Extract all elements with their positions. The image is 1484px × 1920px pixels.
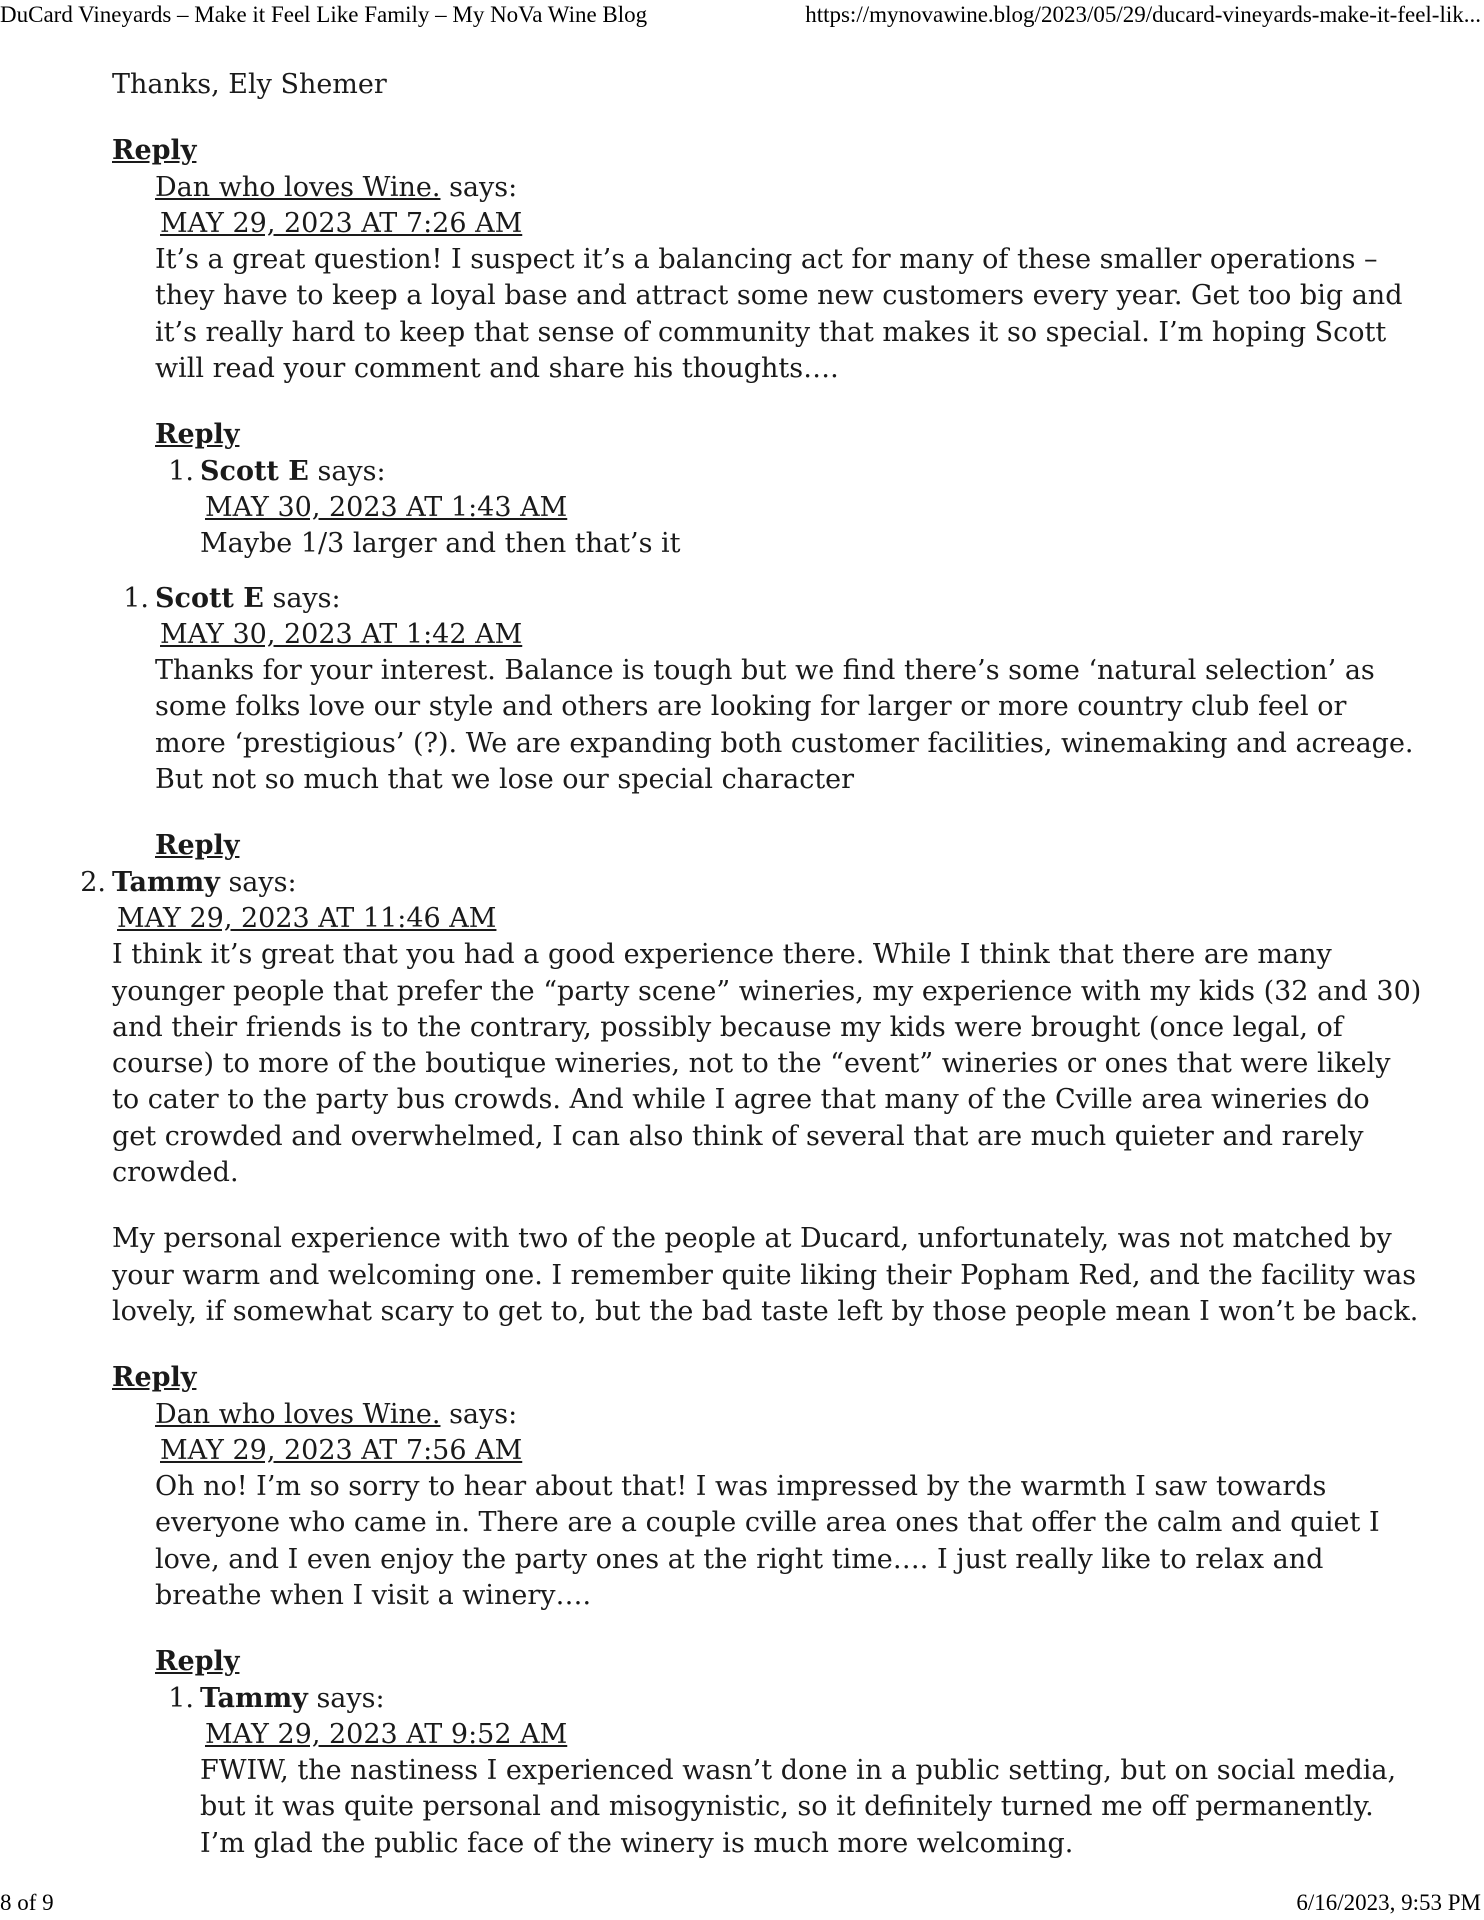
- comment-body: Thanks for your interest. Balance is tough but we find there’s some ‘natural selection’ as some folks love our style and others are looking for larger or more country club feel or more ‘prestigious’ (?). We are expanding both customer facilities, winemaking and acreage. But not so much that we lose our special character: [155, 655, 1414, 796]
- says-label: says:: [316, 1682, 385, 1714]
- reply-link[interactable]: Reply: [155, 1646, 240, 1678]
- reply-link[interactable]: Reply: [112, 1362, 197, 1394]
- comment-tammy-2: [168, 1681, 1422, 1862]
- comment-body: Oh no! I’m so sorry to hear about that! I was impressed by the warmth I saw towards everyone who came in. There are a couple cville area ones that offer the calm and quiet I love, and I even enjoy the party ones at the right time…. I just really like to relax and breathe when I visit a winery….: [155, 1471, 1380, 1611]
- comment-author-link[interactable]: Dan who loves Wine.: [155, 1398, 441, 1430]
- list-number: 1.: [123, 582, 149, 614]
- list-number: 2.: [80, 866, 106, 898]
- comment-body: FWIW, the nastiness I experienced wasn’t done in a public setting, but on social media, but it was quite personal and misogynistic, so it definitely turned me off permanently. I’m glad the public face of the winery is much more welcoming.: [200, 1755, 1397, 1859]
- says-label: says:: [272, 582, 341, 614]
- comment-body: It’s a great question! I suspect it’s a balancing act for many of these smaller operations – they have to keep a loyal base and attract some new customers every year. Get too big and it’s really hard to keep that sense of community that makes it so special. I’m hoping Scott will read your comment and share his thoughts….: [155, 244, 1403, 385]
- comment-dan-1: [155, 170, 1422, 563]
- comment-author: Tammy: [112, 866, 220, 898]
- comment-date-link[interactable]: MAY 30, 2023 AT 1:42 AM: [160, 618, 523, 650]
- reply-link[interactable]: Reply: [155, 830, 240, 862]
- comment-scott-1: [168, 454, 1422, 563]
- comment-body: Maybe 1/3 larger and then that’s it: [200, 528, 681, 560]
- says-label: says:: [228, 866, 297, 898]
- comment-body: My personal experience with two of the people at Ducard, unfortunately, was not matched by your warm and welcoming one. I remember quite liking their Popham Red, and the facility was lovely, if somewhat scary to get to, but the bad taste left by those people mean I won’t be back.: [112, 1223, 1419, 1327]
- comment-date-link[interactable]: MAY 29, 2023 AT 11:46 AM: [117, 902, 497, 934]
- page-url-header: https://mynovawine.blog/2023/05/29/ducard-vineyards-make-it-feel-lik...: [805, 2, 1481, 27]
- page-number-footer: 8 of 9: [0, 1890, 54, 1915]
- says-label: says:: [449, 1398, 518, 1430]
- comment-body: I think it’s great that you had a good experience there. While I think that there are many younger people that prefer the “party scene” wineries, my experience with my kids (32 and 30) and their friends is to the contrary, possibly because my kids were brought (once legal, of course) to more of the boutique wineries, not to the “event” wineries or ones that were likely to cater to the party bus crowds. And while I agree that many of the Cville area wineries do get crowded and overwhelmed, I can also think of several that are much quieter and rarely crowded.: [112, 939, 1422, 1189]
- comment-date-link[interactable]: MAY 29, 2023 AT 7:56 AM: [160, 1434, 523, 1466]
- comment-date-link[interactable]: MAY 30, 2023 AT 1:43 AM: [205, 491, 568, 523]
- reply-link[interactable]: Reply: [112, 135, 197, 167]
- says-label: says:: [449, 171, 518, 203]
- comment-author: Scott E: [155, 582, 264, 614]
- page-title-header: DuCard Vineyards – Make it Feel Like Family – My NoVa Wine Blog: [0, 2, 648, 27]
- comment-author: Tammy: [200, 1682, 308, 1714]
- comment-date-link[interactable]: MAY 29, 2023 AT 9:52 AM: [205, 1718, 568, 1750]
- comment-dan-2: [155, 1397, 1422, 1863]
- reply-link[interactable]: Reply: [155, 419, 240, 451]
- print-datetime-footer: 6/16/2023, 9:53 PM: [1296, 1890, 1481, 1915]
- list-number: 1.: [168, 1682, 194, 1714]
- comment-date-link[interactable]: MAY 29, 2023 AT 7:26 AM: [160, 207, 523, 239]
- comment-text: Thanks, Ely Shemer: [112, 69, 387, 100]
- says-label: says:: [317, 455, 386, 487]
- comments-section: [80, 67, 1422, 1862]
- comment-author: Scott E: [200, 455, 309, 487]
- comment-author-link[interactable]: Dan who loves Wine.: [155, 171, 441, 203]
- comment-scott-2: [123, 581, 1422, 865]
- list-number: 1.: [168, 455, 194, 487]
- comment-tammy-1: [80, 865, 1422, 1862]
